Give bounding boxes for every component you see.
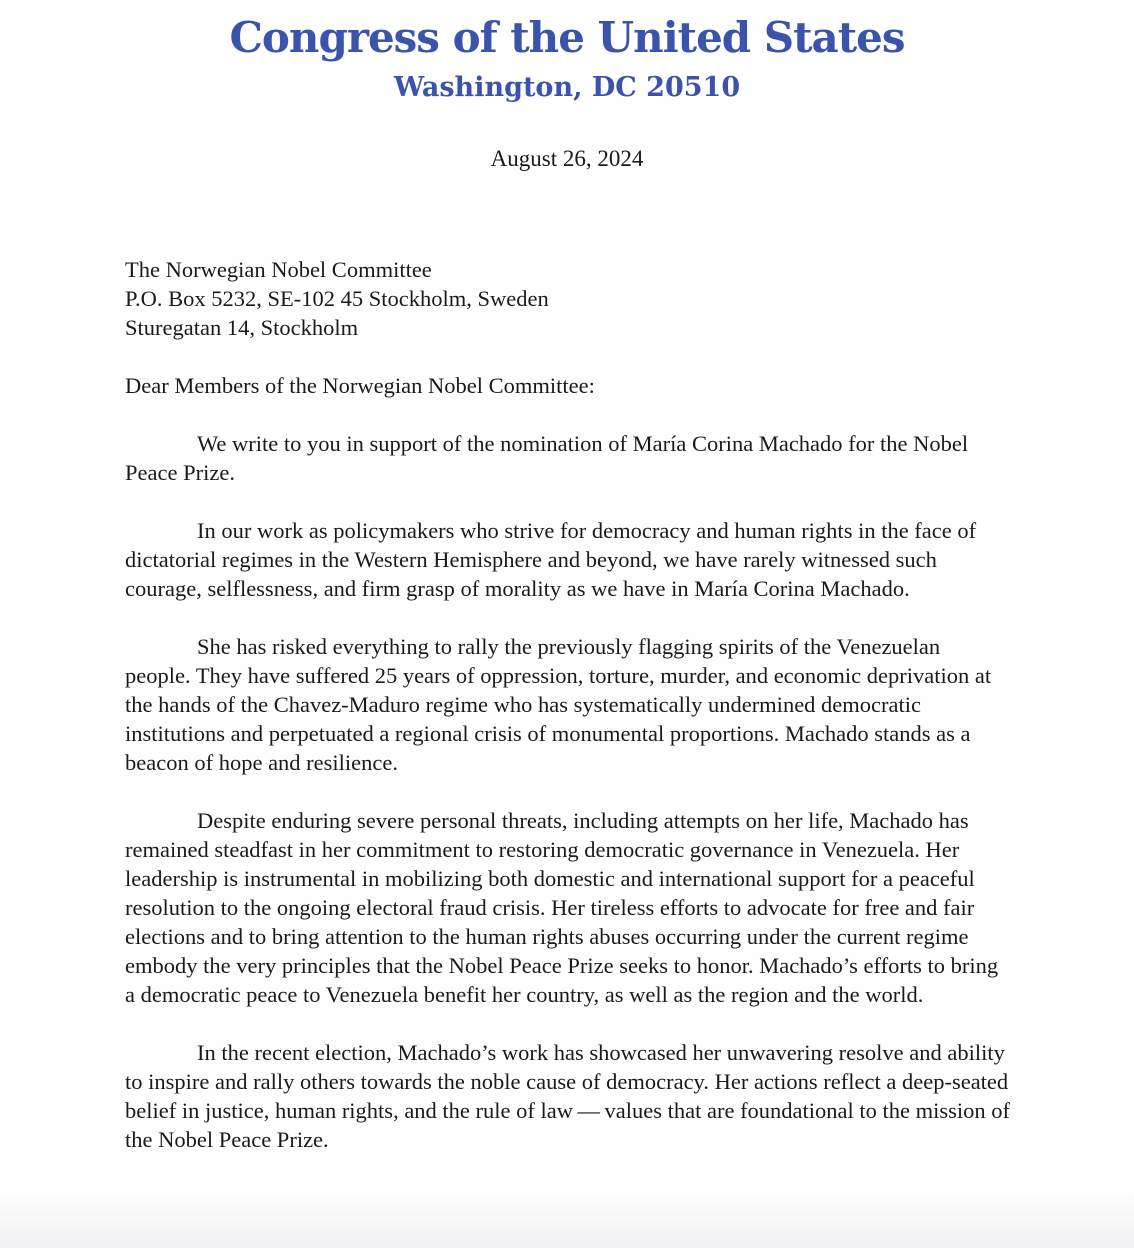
body-paragraph-recent-election: In the recent election, Machado’s work has showcased her unwavering resolve and ability to inspire and rally others towards the noble cause of democracy. Her actions reflect a deep-seated belief in justice, human rights, and the rule of law — values that are foundational to the mission of the Nobel Peace Prize. <box>125 1040 1011 1152</box>
body-paragraph-policymakers: In our work as policymakers who strive for democracy and human rights in the face of dictatorial regimes in the Western Hemisphere and beyond, we have rarely witnessed such courage, selflessness, and firm grasp of morality as we have in María Corina Machado. <box>125 518 977 601</box>
recipient-address <box>125 255 1011 342</box>
letterhead-title: Congress of the United States <box>229 13 905 62</box>
letterhead-subtitle: Washington, DC 20510 <box>393 72 741 103</box>
recipient-line-pobox: P.O. Box 5232, SE-102 45 Stockholm, Sweden <box>125 286 549 311</box>
recipient-line-committee: The Norwegian Nobel Committee <box>125 257 432 282</box>
body-paragraph-nomination: We write to you in support of the nomination of María Corina Machado for the Nobel Peace Prize. <box>125 431 969 485</box>
letter-body <box>125 255 1011 1154</box>
body-paragraph-risked-everything: She has risked everything to rally the previously flagging spirits of the Venezuelan people. They have suffered 25 years of oppression, torture, murder, and economic deprivation at the hands of the Chavez-Maduro regime who has systematically undermined democratic institutions and perpetuated a regional crisis of monumental proportions. Machado stands as a beacon of hope and resilience. <box>125 634 992 775</box>
body-paragraph-personal-threats: Despite enduring severe personal threats, including attempts on her life, Machado has remained steadfast in her commitment to restoring democratic governance in Venezuela. Her leadership is instrumental in mobilizing both domestic and international support for a peaceful resolution to the ongoing electoral fraud crisis. Her tireless efforts to advocate for free and fair elections and to bring attention to the human rights abuses occurring under the current regime embody the very principles that the Nobel Peace Prize seeks to honor. Machado’s efforts to bring a democratic peace to Venezuela benefit her country, as well as the region and the world. <box>125 808 999 1007</box>
date-line: August 26, 2024 <box>490 146 644 171</box>
letterhead <box>0 0 1134 104</box>
recipient-line-street: Sturegatan 14, Stockholm <box>125 315 359 340</box>
salutation: Dear Members of the Norwegian Nobel Committee: <box>125 373 595 398</box>
